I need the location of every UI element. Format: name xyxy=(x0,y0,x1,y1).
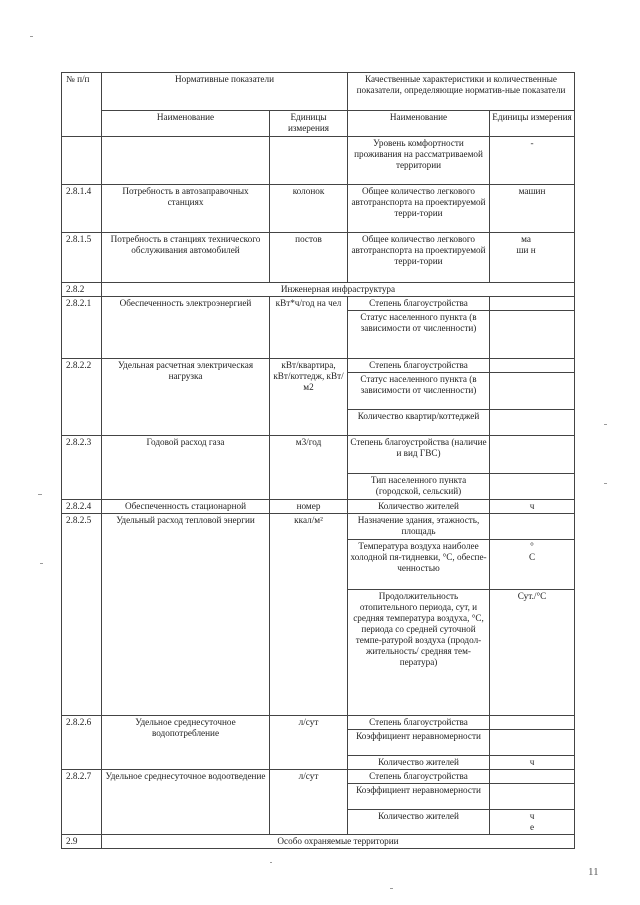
section-row xyxy=(62,835,575,849)
qual-cell: Количество жителей xyxy=(348,500,490,514)
row-unit: номер xyxy=(270,500,348,514)
qual-unit-cell: - xyxy=(490,137,575,185)
scan-speck xyxy=(604,424,607,425)
qual-cell: Статус населенного пункта (в зависимости от численности) xyxy=(348,373,490,410)
qual-unit-cell: ° С xyxy=(490,540,575,590)
row-name: Потребность в автозаправочных станциях xyxy=(102,185,270,233)
row-number: 2.8.1.5 xyxy=(62,233,102,283)
table-row xyxy=(62,436,575,474)
header-norm: Нормативные показатели xyxy=(102,73,348,111)
qual-cell: Степень благоустройства (наличие и вид ГВС) xyxy=(348,436,490,474)
scan-speck xyxy=(390,888,393,889)
qual-cell: Температура воздуха наиболее холодной пя-тидневки, °С, обеспе-ченностью xyxy=(348,540,490,590)
qual-cell: Степень благоустройства xyxy=(348,716,490,730)
row-number: 2.8.2.7 xyxy=(62,770,102,835)
qual-unit-cell: ч е xyxy=(490,810,575,835)
table-row xyxy=(62,137,575,185)
qual-unit-cell: Сут./°С xyxy=(490,590,575,716)
subheader-units: Единицы измерения xyxy=(270,111,348,137)
norms-table xyxy=(61,72,575,849)
row-name: Потребность в станциях технического обслуживания автомобилей xyxy=(102,233,270,283)
row-name: Годовой расход газа xyxy=(102,436,270,500)
row-name: Удельное среднесуточное водопотребление xyxy=(102,716,270,770)
row-number: 2.9 xyxy=(62,835,102,849)
row-number: 2.8.2.1 xyxy=(62,297,102,359)
row-number: 2.8.2.5 xyxy=(62,514,102,716)
scan-speck xyxy=(38,494,42,495)
row-number: 2.8.2.3 xyxy=(62,436,102,500)
row-name: Удельный расход тепловой энергии xyxy=(102,514,270,716)
row-unit: м3/год xyxy=(270,436,348,500)
scan-speck xyxy=(270,862,272,863)
row-unit: постов xyxy=(270,233,348,283)
qual-cell: Тип населенного пункта (городской, сельский) xyxy=(348,474,490,500)
table-row xyxy=(62,770,575,784)
row-number: 2.8.2.2 xyxy=(62,359,102,436)
qual-cell: Общее количество легкового автотранспорта на проектируемой терри-тории xyxy=(348,233,490,283)
subheader-qual-name: Наименование xyxy=(348,111,490,137)
table-row xyxy=(62,514,575,540)
subheader-qual-units: Единицы измерения xyxy=(490,111,575,137)
qual-cell: Статус населенного пункта (в зависимости от численности) xyxy=(348,311,490,359)
qual-unit-cell: ч xyxy=(490,500,575,514)
qual-cell: Коэффициент неравномерности xyxy=(348,784,490,810)
table-row xyxy=(62,233,575,283)
qual-unit-cell: ма ши н xyxy=(490,233,575,283)
qual-cell: Степень благоустройства xyxy=(348,297,490,311)
qual-cell: Назначение здания, этажность, площадь xyxy=(348,514,490,540)
section-title: Инженерная инфраструктура xyxy=(102,283,575,297)
table-row xyxy=(62,185,575,233)
subheader-name: Наименование xyxy=(102,111,270,137)
row-unit: л/сут xyxy=(270,716,348,770)
qual-cell: Степень благоустройства xyxy=(348,359,490,373)
qual-cell: Количество жителей xyxy=(348,756,490,770)
section-row xyxy=(62,283,575,297)
header-row xyxy=(62,73,575,111)
header-qual: Качественные характеристики и количественные показатели, определяющие норматив-ные показатели xyxy=(348,73,575,111)
qual-cell: Количество квартир/коттеджей xyxy=(348,410,490,436)
row-name: Обеспеченность стационарной xyxy=(102,500,270,514)
qual-unit-cell: машин xyxy=(490,185,575,233)
row-unit: кВт*ч/год на чел xyxy=(270,297,348,359)
section-title: Особо охраняемые территории xyxy=(102,835,575,849)
row-number: 2.8.2.4 xyxy=(62,500,102,514)
qual-cell: Коэффициент неравномерности xyxy=(348,730,490,756)
qual-cell: Степень благоустройства xyxy=(348,770,490,784)
qual-cell: Количество жителей xyxy=(348,810,490,835)
scan-speck xyxy=(40,563,43,564)
row-name: Удельное среднесуточное водоотведение xyxy=(102,770,270,835)
qual-unit-cell: ч xyxy=(490,756,575,770)
row-name: Обеспеченность электроэнергией xyxy=(102,297,270,359)
row-number: 2.8.1.4 xyxy=(62,185,102,233)
table-row xyxy=(62,359,575,373)
table-row xyxy=(62,716,575,730)
scan-speck xyxy=(604,483,607,484)
table-row xyxy=(62,297,575,311)
scan-speck xyxy=(30,36,33,37)
row-unit: ккал/м² xyxy=(270,514,348,716)
row-unit: л/сут xyxy=(270,770,348,835)
subheader-row xyxy=(62,111,575,137)
row-unit: колонок xyxy=(270,185,348,233)
qual-cell: Продолжительность отопительного периода, сут, и средняя температура воздуха, °С, периода со средней суточной темпе-ратурой воздуха (продол-жительность/ средняя тем-пература) xyxy=(348,590,490,716)
row-number: 2.8.2 xyxy=(62,283,102,297)
page-number: 11 xyxy=(588,866,599,878)
row-name: Удельная расчетная электрическая нагрузка xyxy=(102,359,270,436)
table-row xyxy=(62,500,575,514)
qual-cell: Уровень комфортности проживания на рассматриваемой территории xyxy=(348,137,490,185)
row-unit: кВт/квартира, кВт/коттедж, кВт/м2 xyxy=(270,359,348,436)
header-num: № п/п xyxy=(62,73,102,137)
qual-cell: Общее количество легкового автотранспорта на проектируемой терри-тории xyxy=(348,185,490,233)
row-number: 2.8.2.6 xyxy=(62,716,102,770)
